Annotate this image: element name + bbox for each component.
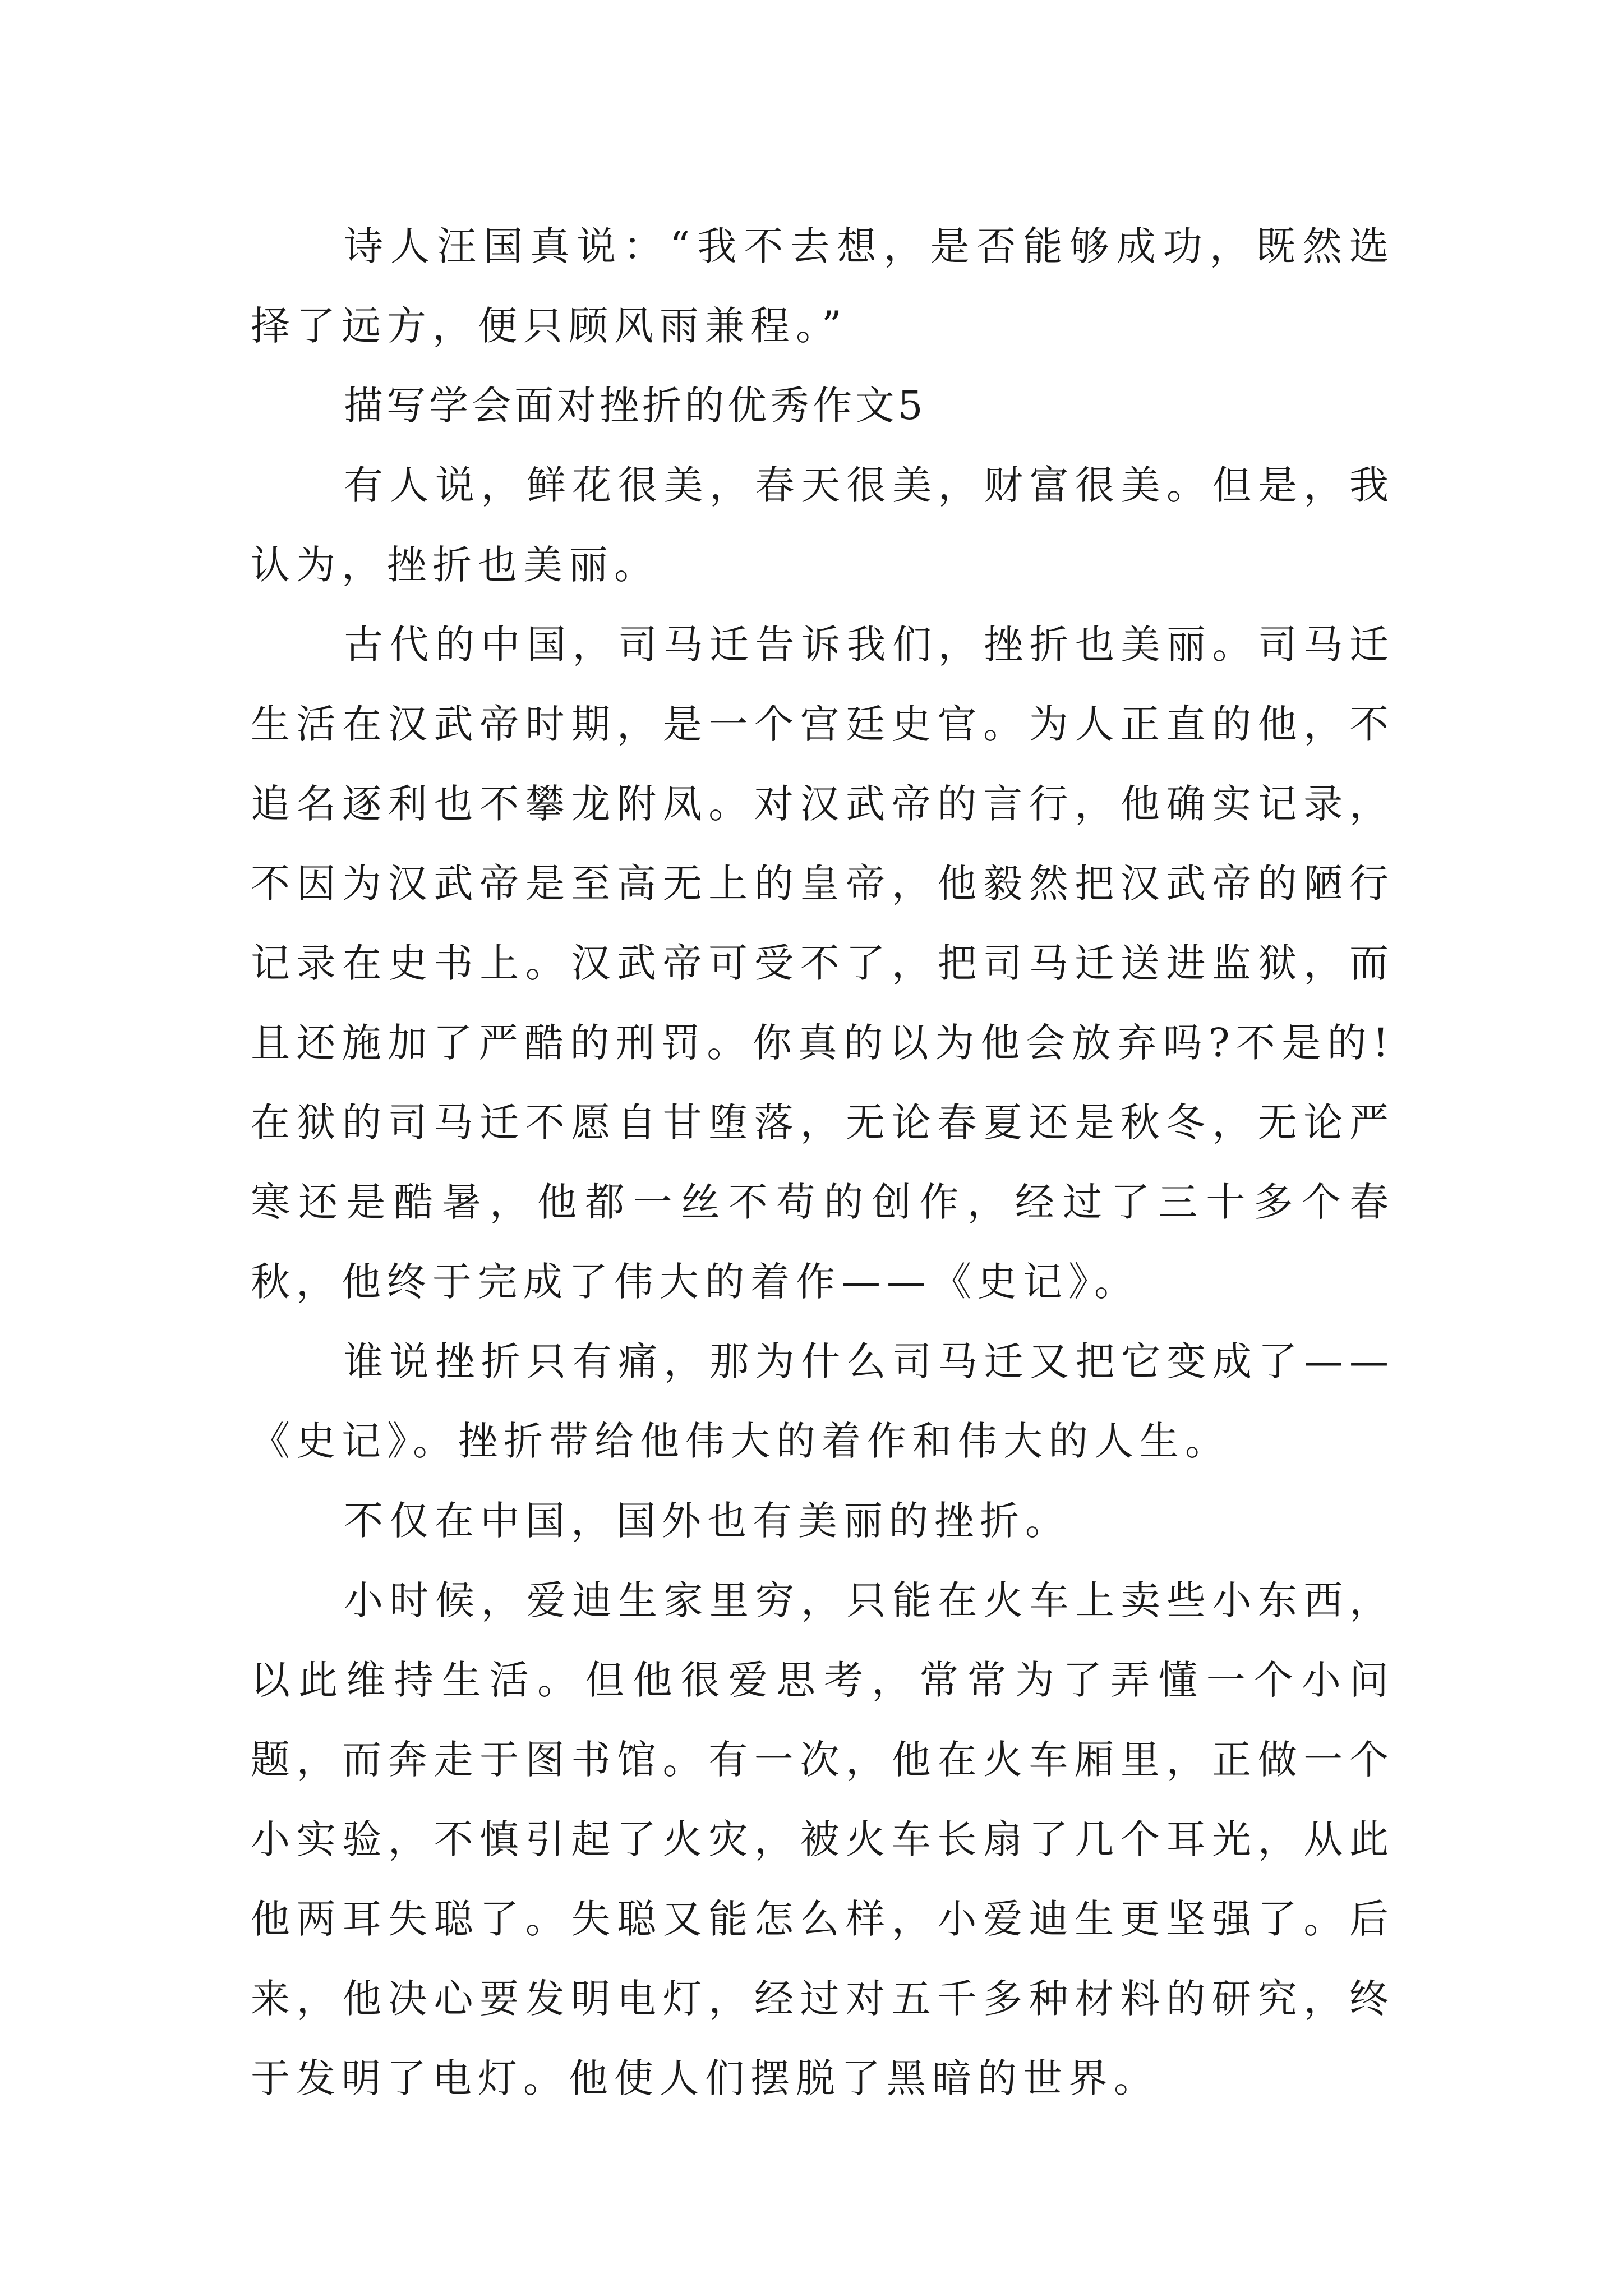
paragraph-quote: 诗人汪国真说：“我不去想，是否能够成功，既然选择了远方，便只顾风雨兼程。” [251, 223, 1395, 349]
document-body [251, 206, 1395, 2118]
paragraph-sima-qian: 古代的中国，司马迁告诉我们，挫折也美丽。司马迁生活在汉武帝时期，是一个宫廷史官。为人正直的他，不追名逐利也不攀龙附凤。对汉武帝的言行，他确实记录，不因为汉武帝是至高无上的皇帝，他毅然把汉武帝的陋行记录在史书上。汉武帝可受不了，把司马迁送进监狱，而且还施加了严酷的刑罚。你真的以为他会放弃吗?不是的!在狱的司马迁不愿自甘堕落，无论春夏还是秋冬，无论严寒还是酷暑，他都一丝不苟的创作，经过了三十多个春秋，他终于完成了伟大的着作——《史记》。 [251, 622, 1395, 1305]
section-heading: 描写学会面对挫折的优秀作文5 [344, 383, 926, 429]
paragraph-edison: 小时候，爱迪生家里穷，只能在火车上卖些小东西，以此维持生活。但他很爱思考，常常为了弄懂一个小问题，而奔走于图书馆。有一次，他在火车厢里，正做一个小实验，不慎引起了火灾，被火车长扇了几个耳光，从此他两耳失聪了。失聪又能怎么样，小爱迪生更坚强了。后来，他决心要发明电灯，经过对五千多种材料的研究，终于发明了电灯。他使人们摆脱了黑暗的世界。 [251, 1577, 1395, 2101]
paragraph-transition: 不仅在中国，国外也有美丽的挫折。 [344, 1498, 1071, 1544]
paragraph-intro: 有人说，鲜花很美，春天很美，财富很美。但是，我认为，挫折也美丽。 [251, 462, 1395, 588]
paragraph-question: 谁说挫折只有痛，那为什么司马迁又把它变成了——《史记》。挫折带给他伟大的着作和伟大的人生。 [251, 1338, 1395, 1464]
